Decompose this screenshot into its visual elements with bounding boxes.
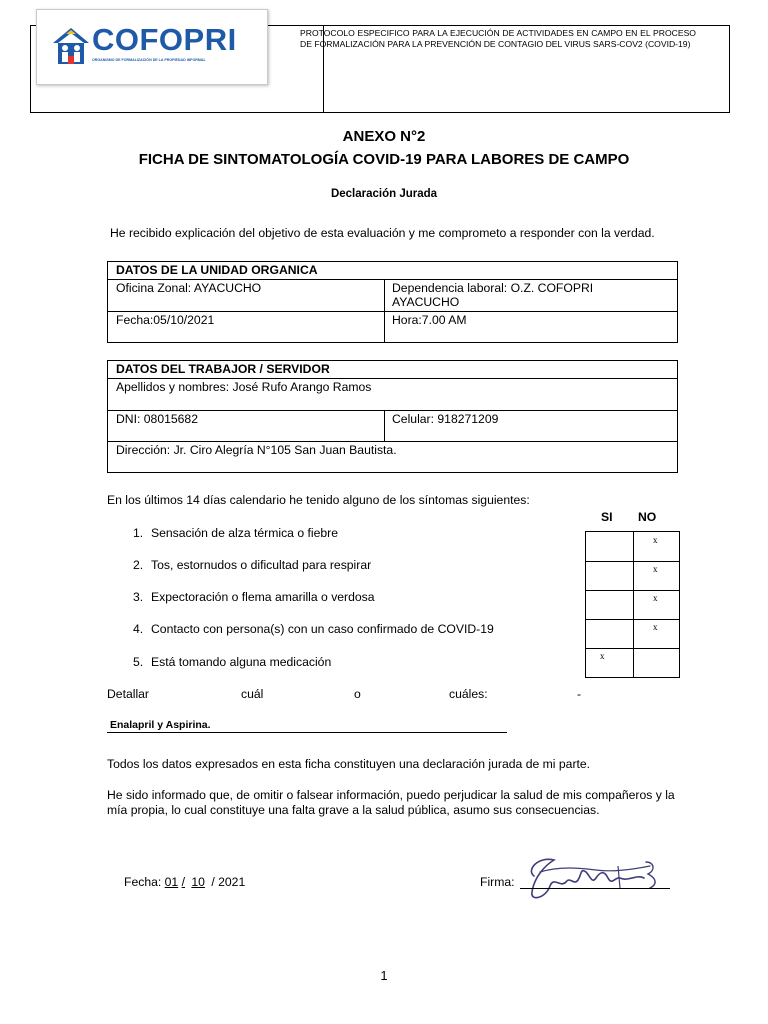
phone-field: Celular: 918271209 [392, 412, 499, 426]
house-family-icon [51, 26, 91, 66]
dependency-field [384, 280, 593, 309]
form-title: FICHA DE SINTOMATOLOGÍA COVID-19 PARA LABORES DE CAMPO [138, 151, 630, 168]
medication-answer[interactable]: Enalapril y Aspirina. [110, 719, 211, 731]
protocol-description: PROTOCOLO ESPECIFICO PARA LA EJECUCIÓN DE ACTIVIDADES EN CAMPO EN EL PROCESO DE FORMALIZACIÓN PARA LA PREVENCIÓN DE CONTAGIO DEL VIRUS SARS-COV2 (COVID-19) [300, 28, 696, 49]
symptom-text: Expectoración o flema amarilla o verdosa [151, 590, 375, 604]
item-number: 1. [133, 526, 144, 540]
table-row [108, 361, 677, 378]
yes-column-label: SI [601, 510, 613, 524]
grid-divider [633, 532, 634, 677]
worker-data-table [107, 360, 678, 473]
answer-no-1[interactable]: x [653, 535, 658, 545]
detail-word: Detallar [107, 687, 149, 701]
detail-word: o [354, 687, 361, 701]
date-day[interactable]: 01 [164, 875, 179, 889]
annex-number: ANEXO N°2 [342, 128, 426, 145]
table-row [108, 378, 677, 410]
date-year: / 2021 [211, 875, 246, 889]
dependency-line-2: AYACUCHO [392, 295, 460, 309]
yes-no-answer-grid [585, 531, 680, 678]
intro-statement: He recibido explicación del objetivo de esta evaluación y me comprometo a responder con la verdad. [110, 226, 655, 240]
signing-date [124, 875, 245, 889]
symptom-item-2 [133, 558, 371, 572]
table-row [108, 279, 677, 311]
grid-divider [586, 619, 679, 620]
detail-word: cuál [241, 687, 264, 701]
date-label: Fecha: [124, 875, 162, 889]
table-row [108, 262, 677, 279]
date-month[interactable]: 10 [191, 875, 205, 889]
grid-divider [586, 648, 679, 649]
dependency-line-1: Dependencia laboral: O.Z. COFOPRI [392, 281, 594, 295]
dni-field: DNI: 08015682 [116, 412, 198, 426]
answer-no-4[interactable]: x [653, 622, 658, 632]
signature-line [520, 888, 670, 889]
grid-divider [586, 561, 679, 562]
answer-no-3[interactable]: x [653, 593, 658, 603]
item-number: 2. [133, 558, 144, 572]
date-separator: / [181, 875, 185, 889]
symptom-text: Sensación de alza térmica o fiebre [151, 526, 338, 540]
symptom-item-3 [133, 590, 375, 604]
address-field: Dirección: Jr. Ciro Alegría N°105 San Juan Bautista. [116, 443, 397, 457]
unit-data-table [107, 261, 678, 343]
symptom-item-4 [133, 622, 494, 636]
symptom-item-5 [133, 655, 331, 669]
grid-divider [586, 590, 679, 591]
table-row [108, 311, 677, 343]
date-field: Fecha:05/10/2021 [116, 313, 215, 327]
table-row [108, 441, 677, 473]
answer-si-5[interactable]: x [600, 651, 605, 661]
logo-wordmark: COFOPRI [92, 22, 237, 57]
table-row [108, 410, 677, 441]
signature-label: Firma: [480, 875, 515, 889]
worker-table-header: DATOS DEL TRABAJOR / SERVIDOR [116, 362, 330, 376]
symptoms-question: En los últimos 14 días calendario he tenido alguno de los síntomas siguientes: [107, 493, 530, 507]
handwritten-signature [520, 848, 670, 908]
time-field: Hora:7.00 AM [392, 313, 467, 327]
item-number: 4. [133, 622, 144, 636]
detail-word: cuáles: [449, 687, 488, 701]
answer-no-2[interactable]: x [653, 564, 658, 574]
detail-word: - [577, 687, 582, 701]
symptom-text: Contacto con persona(s) con un caso confirmado de COVID-19 [151, 622, 494, 636]
sworn-declaration: Todos los datos expresados en esta ficha constituyen una declaración jurada de mi parte. [107, 757, 591, 771]
item-number: 5. [133, 655, 144, 669]
form-subtitle: Declaración Jurada [330, 188, 438, 200]
office-field: Oficina Zonal: AYACUCHO [116, 281, 262, 295]
answer-underline [107, 732, 507, 733]
page-number: 1 [380, 968, 388, 983]
disclosure-statement: He sido informado que, de omitir o falsear información, puedo perjudicar la salud de mis compañeros y la mía propia, lo cual constituye una falta grave a la salud pública, asumo sus consecuencias. [107, 788, 675, 817]
item-number: 3. [133, 590, 144, 604]
name-field: Apellidos y nombres: José Rufo Arango Ramos [116, 380, 372, 394]
symptom-text: Está tomando alguna medicación [151, 655, 332, 669]
no-column-label: NO [638, 510, 657, 524]
unit-table-header: DATOS DE LA UNIDAD ORGANICA [116, 263, 318, 277]
symptom-item-1 [133, 526, 338, 540]
logo-subtitle: ORGANISMO DE FORMALIZACIÓN DE LA PROPIEDAD INFORMAL [92, 58, 206, 62]
symptom-text: Tos, estornudos o dificultad para respirar [151, 558, 372, 572]
